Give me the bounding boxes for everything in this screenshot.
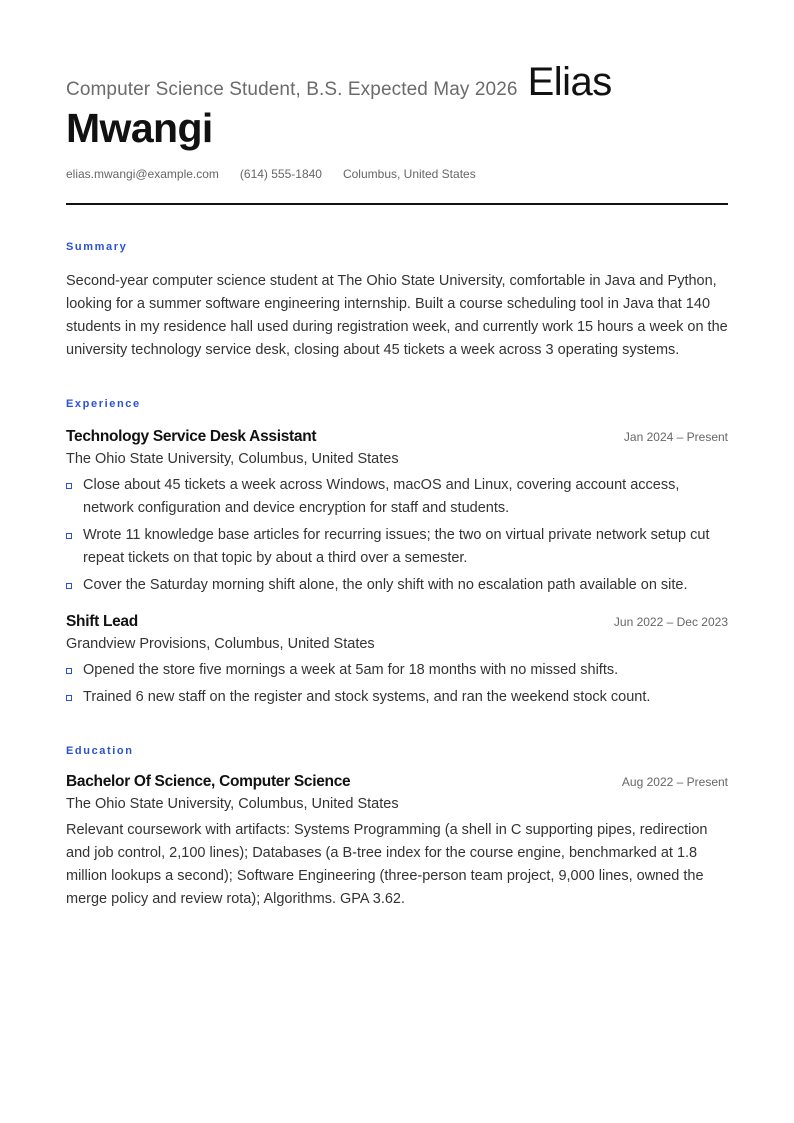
education-entry [66,773,728,911]
square-bullet-icon [66,583,72,589]
education-dates: Aug 2022 – Present [621,774,728,789]
square-bullet-icon [66,483,72,489]
education-details: Relevant coursework with artifacts: Systems Programming (a shell in C supporting pipes, redirection and job control, 2,100 lines); Databases (a B-tree index for the course engine, benchmarked at 1.8 million lookups a second); Software Engineering (three-person team project, 9,000 lines, owned the merge policy and review rota); Algorithms. GPA 3.62. [66,821,708,907]
contact-email[interactable]: elias.mwangi@example.com [66,167,219,181]
bullet-item [66,659,728,682]
job-bullets [66,659,728,709]
header-subtitle: Computer Science Student, B.S. Expected May 2026 [66,79,518,100]
first-name: Elias [527,60,612,104]
job-dates: Jun 2022 – Dec 2023 [613,614,728,629]
header-divider [66,203,728,205]
resume-page [66,60,728,911]
job-organization: Grandview Provisions, Columbus, United States [66,635,375,652]
bullet-text: Close about 45 tickets a week across Windows, macOS and Linux, covering account access, network configuration and device encryption for staff and students. [83,477,680,516]
education-heading: Education [66,744,134,757]
job-bullets [66,474,728,597]
summary-heading: Summary [66,241,128,253]
bullet-text: Wrote 11 knowledge base articles for recurring issues; the two on virtual private network setup cut repeat tickets on that topic by about a third over a semester. [83,527,710,566]
job-title: Shift Lead [66,612,138,630]
bullet-item [66,574,728,597]
contact-line [66,167,728,181]
experience-heading: Experience [66,398,141,410]
job-dates: Jan 2024 – Present [623,430,728,444]
experience-list [66,428,728,709]
bullet-text: Opened the store five mornings a week at 5am for 18 months with no missed shifts. [83,661,619,678]
degree-title: Bachelor Of Science, Computer Science [66,772,351,790]
bullet-text: Trained 6 new staff on the register and stock systems, and ran the weekend stock count. [83,689,651,705]
bullet-text: Cover the Saturday morning shift alone, the only shift with no escalation path available on site. [83,577,688,593]
bullet-item [66,474,728,519]
job-entry [66,428,728,597]
bullet-item [66,524,728,569]
job-entry [66,613,728,709]
education-organization: The Ohio State University, Columbus, United States [66,795,399,812]
square-bullet-icon [66,695,72,701]
job-header [66,428,728,446]
job-title: Technology Service Desk Assistant [66,428,317,445]
education-header [66,773,728,791]
square-bullet-icon [66,533,72,539]
job-header [66,613,728,631]
bullet-item [66,686,728,709]
contact-phone[interactable]: (614) 555-1840 [239,167,322,181]
square-bullet-icon [66,668,72,674]
job-organization: The Ohio State University, Columbus, United States [66,451,399,467]
summary-text: Second-year computer science student at The Ohio State University, comfortable in Java and Python, looking for a summer software engineering internship. Built a course scheduling tool in Java that 140 students in my residence hall used during registration week, and currently work 15 hours a week on the university technology service desk, closing about 45 tickets a week across 3 operating systems. [66,273,728,358]
last-name: Mwangi [66,105,213,151]
header-top-line [66,60,728,105]
contact-location: Columbus, United States [342,167,476,181]
